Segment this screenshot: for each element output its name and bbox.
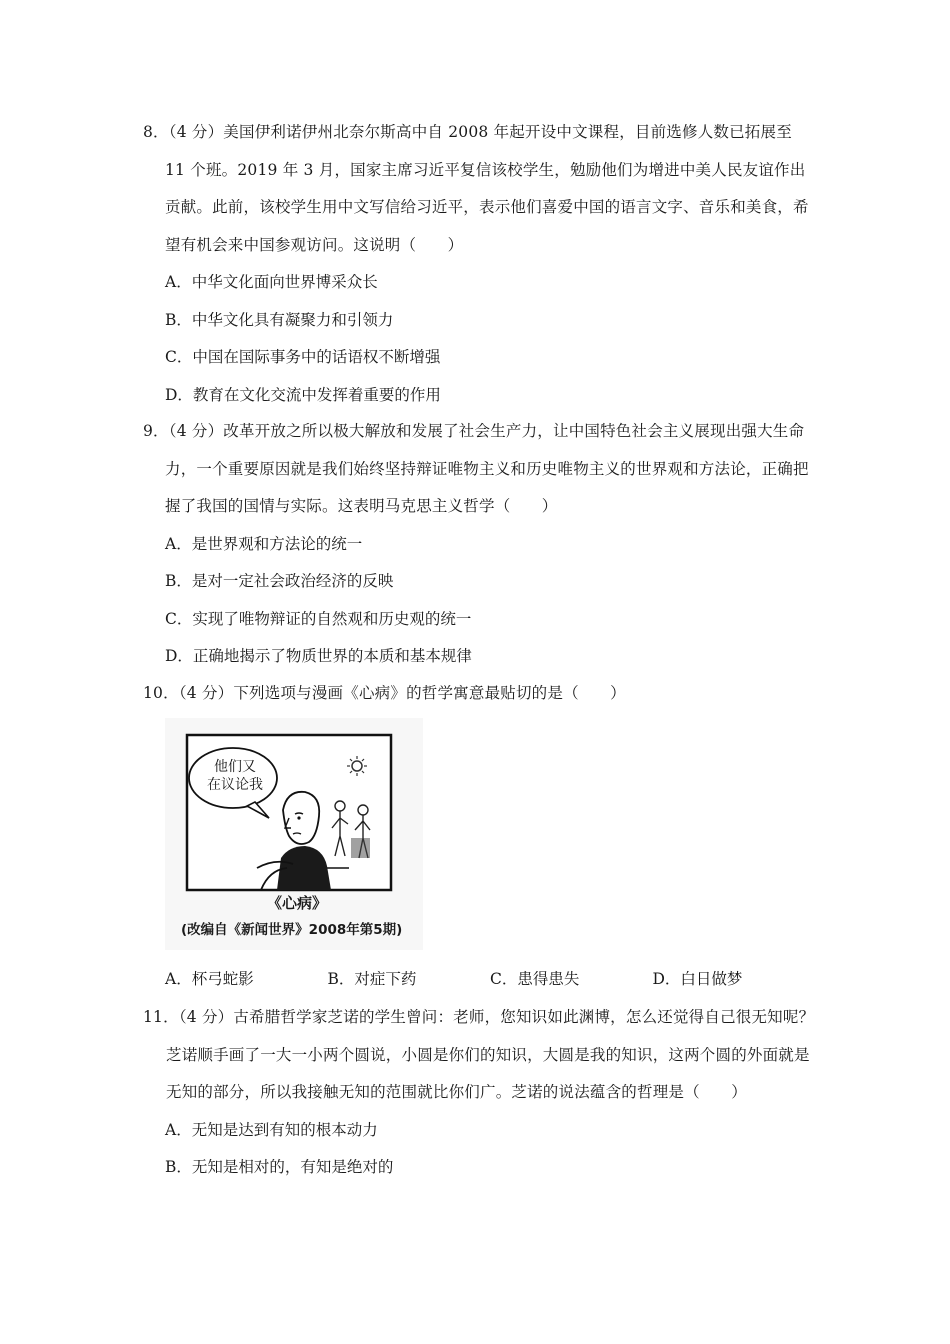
question-9 — [143, 413, 815, 676]
speech-bubble-line-2: 在议论我 — [207, 777, 263, 793]
cartoon-title: 《心病》 — [267, 894, 328, 912]
question-10-option-b: B．对症下药 — [327, 970, 417, 988]
cartoon-source: (改编自《新闻世界》2008年第5期) — [181, 922, 403, 938]
question-10-option-d: D．白日做梦 — [652, 970, 743, 988]
question-8-option-b: B．中华文化具有凝聚力和引领力 — [165, 310, 394, 329]
question-10-stem: 10．（4 分）下列选项与漫画《心病》的哲学寓意最贴切的是（ ） — [143, 684, 626, 702]
question-9-option-d: D．正确地揭示了物质世界的本质和基本规律 — [165, 647, 472, 665]
question-10-options — [143, 961, 815, 999]
question-11-option-b: B．无知是相对的，有知是绝对的 — [165, 1158, 394, 1176]
question-10 — [143, 675, 815, 713]
question-8-option-c: C．中国在国际事务中的话语权不断增强 — [165, 348, 441, 366]
question-9-stem: 9．（4 分）改革开放之所以极大解放和发展了社会生产力，让中国特色社会主义展现出强大生命力，一个重要原因就是我们始终坚持辩证唯物主义和历史唯物主义的世界观和方法论，正确把握了我国的国情与实际。这表明马克思主义哲学（ ） — [143, 422, 809, 515]
question-11 — [143, 999, 815, 1187]
question-9-option-a: A．是世界观和方法论的统一 — [165, 534, 363, 553]
question-10-option-c: C．患得患失 — [490, 970, 580, 988]
cartoon-drawing — [165, 718, 423, 950]
question-9-option-c: C．实现了唯物辩证的自然观和历史观的统一 — [165, 609, 472, 628]
speech-bubble-line-1: 他们又 — [214, 759, 256, 775]
question-9-option-b: B．是对一定社会政治经济的反映 — [165, 572, 394, 590]
question-11-option-a: A．无知是达到有知的根本动力 — [165, 1120, 378, 1139]
cartoon-image — [165, 718, 423, 950]
question-11-stem: 11．（4 分）古希腊哲学家芝诺的学生曾问：老师，您知识如此渊博，怎么还觉得自己很无知呢？芝诺顺手画了一大一小两个圆说，小圆是你们的知识，大圆是我的知识，这两个圆的外面就是无知的部分，所以我接触无知的范围就比你们广。芝诺的说法蕴含的哲理是（ ） — [143, 1008, 815, 1101]
speech-bubble-text — [203, 758, 267, 794]
question-8-option-d: D．教育在文化交流中发挥着重要的作用 — [165, 385, 441, 404]
question-8-stem: 8．（4 分）美国伊利诺伊州北奈尔斯高中自 2008 年起开设中文课程，目前选修人数已拓展至 11 个班。2019 年 3 月，国家主席习近平复信该校学生，勉励他们为增进中美人民友谊作出贡献。此前，该校学生用中文写信给习近平，表示他们喜爱中国的语言文字、音乐和美食，希望有机会来中国参观访问。这说明（ ） — [143, 123, 809, 254]
question-10-option-a: A．杯弓蛇影 — [165, 970, 254, 988]
question-8-option-a: A．中华文化面向世界博采众长 — [165, 273, 378, 291]
question-8 — [143, 114, 815, 414]
